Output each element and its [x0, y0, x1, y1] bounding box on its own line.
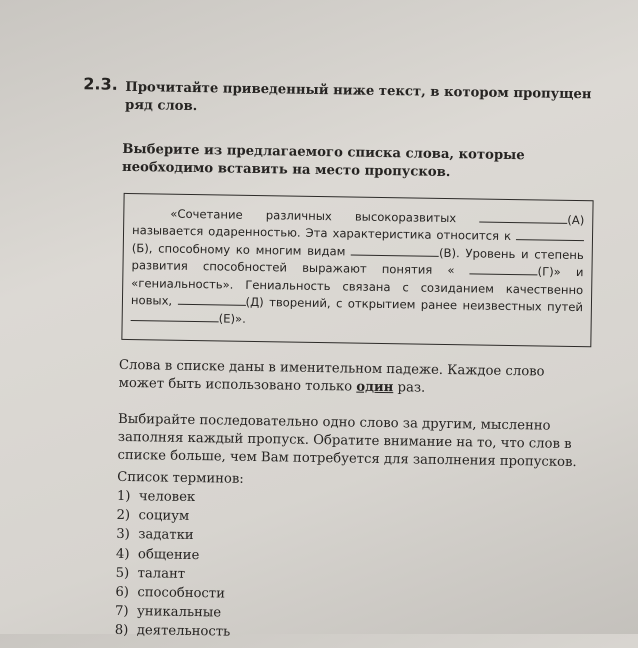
- blank-b: [516, 228, 584, 241]
- terms-title: Список терминов:: [117, 469, 244, 487]
- fill-instruction: Выбирайте последовательно одно слово за другим, мысленно заполняя каждый пропуск. Обратите внимание на то, что слов в списке больше, чем Вам потребуется для заполнения пропусков.: [117, 411, 577, 471]
- list-item: 3) задатки: [116, 527, 194, 544]
- passage-box: [121, 193, 593, 347]
- list-item: 6) способности: [115, 584, 226, 602]
- list-item: 8) деятельность: [114, 623, 231, 640]
- case-note: [119, 357, 590, 400]
- passage-sentence-6: (Д) творений, с открытием ранее неизвестных путей: [245, 294, 584, 315]
- task-number: 2.3.: [83, 74, 118, 94]
- passage-sentence-7: (Е)».: [218, 311, 246, 327]
- passage-sentence-4: (В). Уровень и степень развития способностей выражают понятия «: [131, 245, 584, 278]
- blank-a: [479, 210, 567, 223]
- list-item: 5) талант: [115, 565, 186, 582]
- passage-sentence-1: «Сочетание различных высокоразвитых: [170, 206, 457, 226]
- blank-d: [178, 293, 246, 306]
- note-text: Слова в списке даны в именительном падеже. Каждое слово может быть использовано только: [118, 357, 545, 395]
- blank-e: [131, 309, 219, 322]
- list-item: 7) уникальные: [114, 603, 222, 621]
- note-emphasis: один: [356, 379, 394, 396]
- choose-instruction: Выберите из предлагаемого списка слова, которые необходимо вставить на место пропусков.: [121, 141, 525, 181]
- passage-sentence-2: (А) называется одаренностью. Эта характеристика относится к: [131, 212, 585, 244]
- list-item: 2) социум: [116, 508, 190, 525]
- passage-sentence-5: (Г)» и «гениальность». Гениальность связана с созиданием качественно новых,: [130, 264, 584, 308]
- task-instruction: Прочитайте приведенный ниже текст, в котором пропущен ряд слов.: [124, 79, 592, 115]
- list-item: 4) общение: [115, 546, 200, 563]
- list-item: 1) человек: [116, 488, 196, 506]
- passage-sentence-3: (Б), способному ко многим видам: [131, 240, 346, 259]
- terms-list: [115, 487, 233, 642]
- blank-g: [470, 263, 538, 276]
- note-end: раз.: [397, 380, 426, 396]
- blank-v: [351, 243, 439, 256]
